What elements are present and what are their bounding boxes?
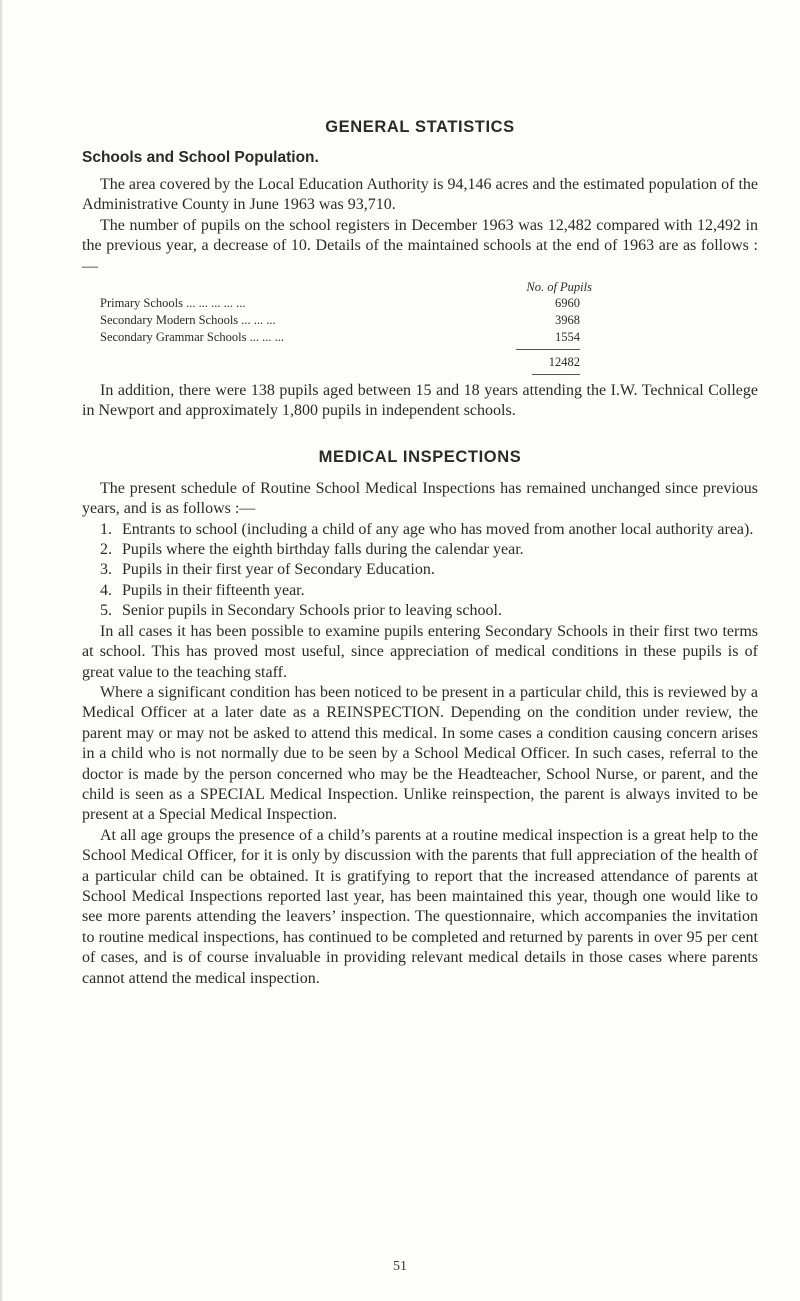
- list-item-number: 3.: [100, 561, 112, 579]
- page-edge: [0, 0, 3, 1301]
- row-label: Secondary Grammar Schools ... ... ...: [100, 330, 284, 345]
- secondary-entrants-paragraph: In all cases it has been possible to examine pupils entering Secondary Schools in their first two terms at school. This has proved most useful, since appreciation of medical conditions in these pupils is of great value to the teaching staff.: [82, 622, 758, 681]
- list-item-number: 5.: [100, 602, 112, 620]
- pupils-column-heading: No. of Pupils: [526, 280, 592, 295]
- row-label: Primary Schools ... ... ... ... ...: [100, 296, 246, 311]
- area-population-paragraph: The area covered by the Local Education Authority is 94,146 acres and the estimated population of the Administrative County in June 1963 was 93,710.: [82, 176, 758, 214]
- additional-pupils-paragraph: In addition, there were 138 pupils aged between 15 and 18 years attending the I.W. Technical College in Newport and approximately 1,800 pupils in independent schools.: [82, 382, 758, 420]
- schools-population-subheading: Schools and School Population.: [82, 149, 319, 166]
- table-row: [82, 329, 758, 346]
- parents-attendance-paragraph: At all age groups the presence of a child’s parents at a routine medical inspection is a great help to the School Medical Officer, for it is only by discussion with the parents that full appreciation of the health of a particular child can be obtained. It is gratifying to report that the increased attendance of parents at School Medical Inspections reported last year, has been maintained this year, though one would like to see more parents attending the leavers’ inspection. The questionnaire, which accompanies the invitation to routine medical inspections, has continued to be completed and returned by parents in over 95 per cent of cases, and is of course invaluable in providing relevant medical details in those cases where parents cannot attend the medical inspection.: [82, 826, 758, 987]
- table-row: [82, 312, 758, 329]
- list-item-number: 4.: [100, 581, 112, 599]
- row-value: 3968: [555, 313, 580, 328]
- row-value: 1554: [555, 330, 580, 345]
- list-item: [82, 560, 758, 580]
- list-item-text: Pupils where the eighth birthday falls during the calendar year.: [122, 541, 524, 559]
- document-page: [82, 118, 758, 989]
- list-item-number: 2.: [100, 541, 112, 559]
- schedule-intro-paragraph: The present schedule of Routine School Medical Inspections has remained unchanged since previous years, and is as follows :—: [82, 479, 758, 518]
- total-underline: [532, 374, 580, 375]
- total-value: 12482: [516, 349, 580, 371]
- pupil-count-paragraph: The number of pupils on the school registers in December 1963 was 12,482 compared with 12,492 in the previous year, a decrease of 10. Details of the maintained schools at the end of 1963 are as follows :—: [82, 216, 758, 275]
- reinspection-paragraph: Where a significant condition has been noticed to be present in a particular child, this is reviewed by a Medical Officer at a later date as a REINSPECTION. Depending on the condition under review, the parent may or may not be asked to attend this medical. In some cases a condition causing concern arises in a child who is not normally due to be seen by a School Medical Officer. In such cases, referral to the doctor is made by the person concerned who may be the Headteacher, School Nurse, or parent, and the child is seen as a SPECIAL Medical Inspection. Unlike reinspection, the parent is always invited to be present at a Special Medical Inspection.: [82, 683, 758, 824]
- list-item: [82, 540, 758, 560]
- list-item: [82, 581, 758, 601]
- general-statistics-heading: GENERAL STATISTICS: [325, 118, 515, 136]
- medical-inspections-heading: MEDICAL INSPECTIONS: [318, 447, 522, 466]
- list-item: [82, 520, 758, 540]
- row-label: Secondary Modern Schools ... ... ...: [100, 313, 276, 328]
- page-number: 51: [393, 1259, 407, 1274]
- list-item-text: Pupils in their fifteenth year.: [122, 581, 305, 599]
- row-value: 6960: [555, 296, 580, 311]
- pupils-table: [82, 279, 758, 375]
- list-item-text: Pupils in their first year of Secondary Education.: [122, 561, 435, 579]
- inspection-schedule-list: [82, 520, 758, 622]
- table-total-row: [82, 349, 758, 371]
- table-row: [82, 295, 758, 312]
- list-item: [82, 601, 758, 621]
- list-item-text: Entrants to school (including a child of any age who has moved from another local authority area).: [122, 520, 754, 538]
- list-item-number: 1.: [100, 520, 112, 538]
- list-item-text: Senior pupils in Secondary Schools prior to leaving school.: [122, 602, 502, 620]
